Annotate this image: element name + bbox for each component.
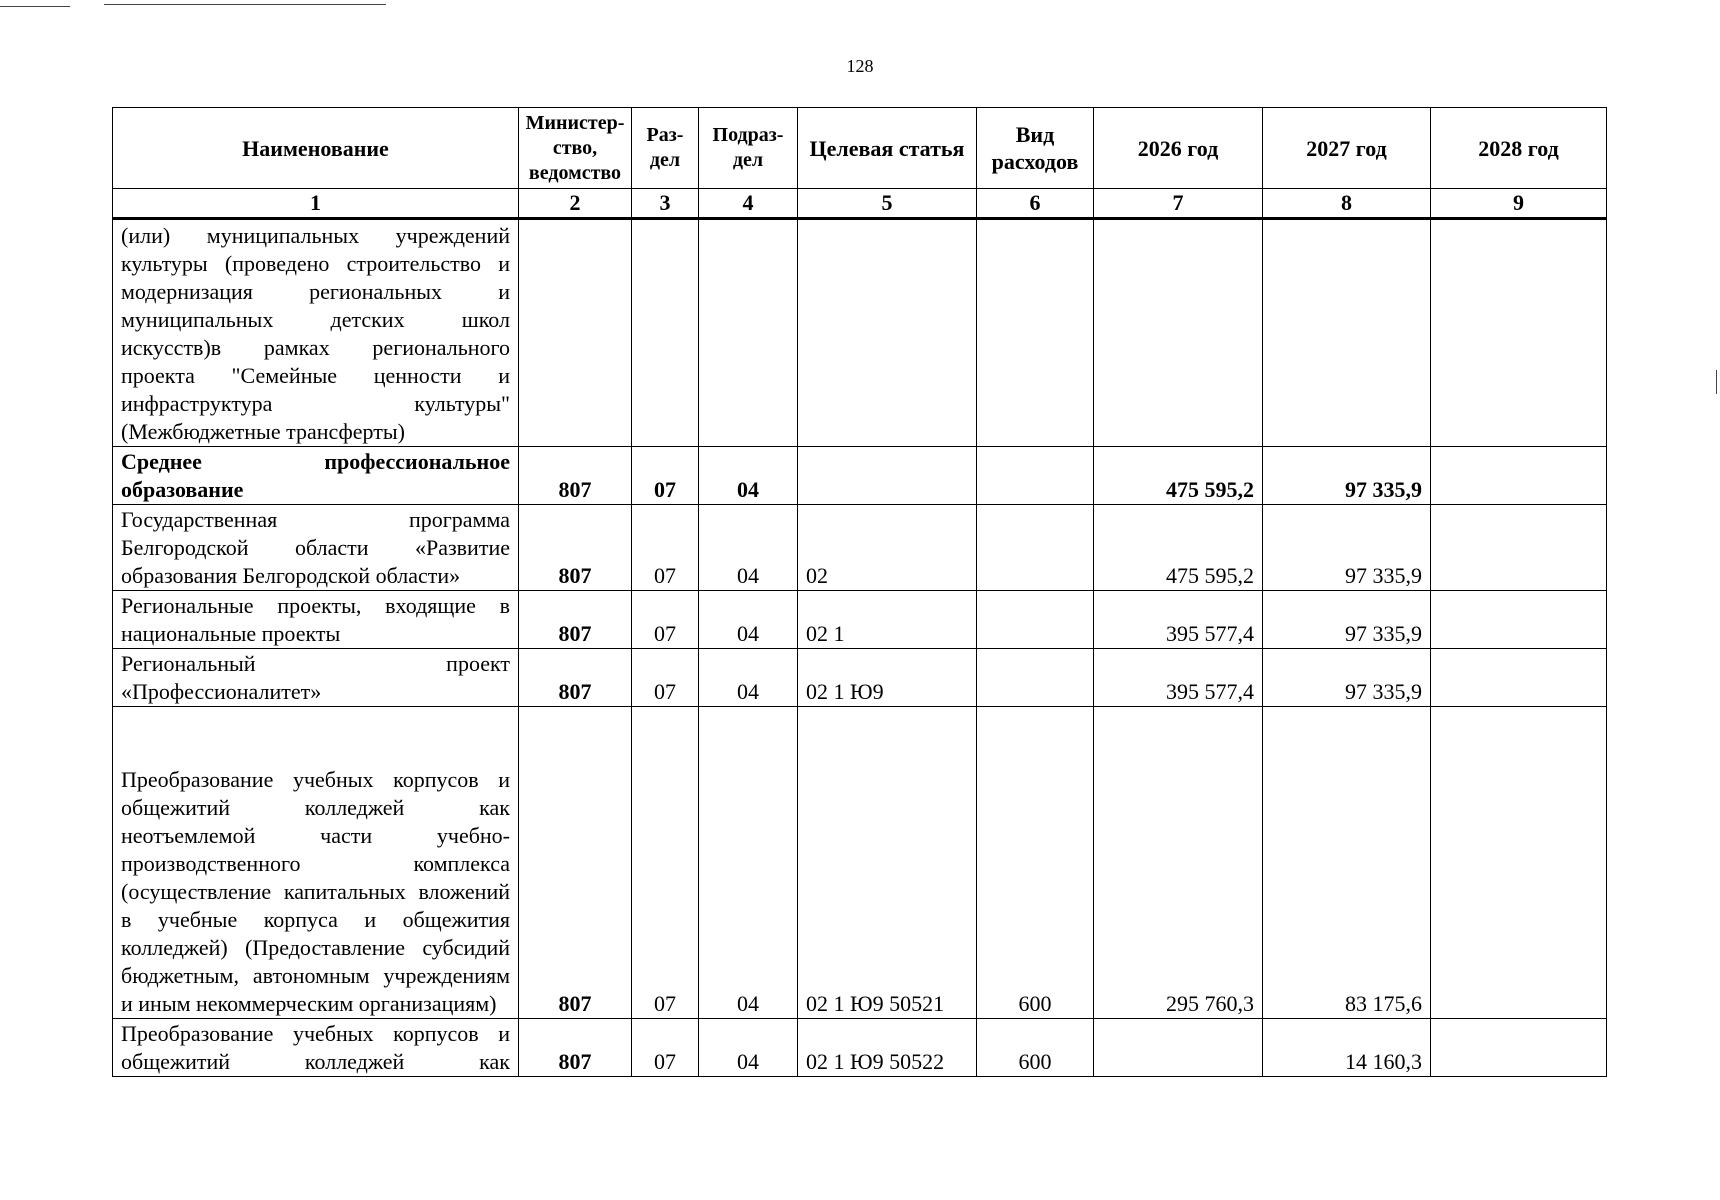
row-subsection: 04 bbox=[699, 505, 798, 591]
row-2028 bbox=[1431, 591, 1607, 649]
row-2026: 395 577,4 bbox=[1094, 649, 1263, 707]
column-number-row bbox=[113, 189, 1607, 219]
row-section: 07 bbox=[632, 707, 699, 1019]
budget-table bbox=[112, 107, 1607, 1077]
row-name: Региональные проекты, входящие в национальные проекты bbox=[113, 591, 519, 649]
scan-artifact bbox=[0, 6, 70, 7]
row-2026: 475 595,2 bbox=[1094, 505, 1263, 591]
row-2028 bbox=[1431, 505, 1607, 591]
row-2027: 97 335,9 bbox=[1263, 447, 1431, 505]
column-number: 5 bbox=[798, 189, 977, 219]
column-number: 1 bbox=[113, 189, 519, 219]
row-section: 07 bbox=[632, 505, 699, 591]
table-row bbox=[113, 591, 1607, 649]
header-expense-type: Вид расходов bbox=[977, 108, 1094, 189]
row-expense-type: 600 bbox=[977, 1019, 1094, 1077]
row-name: Преобразование учебных корпусов и общежитий колледжей как bbox=[113, 1019, 519, 1077]
row-ministry: 807 bbox=[519, 505, 632, 591]
header-2026: 2026 год bbox=[1094, 108, 1263, 189]
row-2026: 475 595,2 bbox=[1094, 447, 1263, 505]
row-2028 bbox=[1431, 707, 1607, 1019]
row-target bbox=[798, 219, 977, 447]
row-target: 02 1 Ю9 50522 bbox=[798, 1019, 977, 1077]
header-row bbox=[113, 108, 1607, 189]
table-row bbox=[113, 505, 1607, 591]
row-2026 bbox=[1094, 219, 1263, 447]
row-expense-type: 600 bbox=[977, 707, 1094, 1019]
row-section: 07 bbox=[632, 649, 699, 707]
column-number: 6 bbox=[977, 189, 1094, 219]
row-ministry: 807 bbox=[519, 649, 632, 707]
column-number: 7 bbox=[1094, 189, 1263, 219]
row-2027: 83 175,6 bbox=[1263, 707, 1431, 1019]
column-number: 3 bbox=[632, 189, 699, 219]
column-number: 4 bbox=[699, 189, 798, 219]
row-target: 02 bbox=[798, 505, 977, 591]
row-subsection bbox=[699, 219, 798, 447]
table-row bbox=[113, 1019, 1607, 1077]
header-section: Раз-дел bbox=[632, 108, 699, 189]
table-row bbox=[113, 707, 1607, 1019]
row-expense-type bbox=[977, 591, 1094, 649]
row-name: Среднее профессиональное образование bbox=[113, 447, 519, 505]
page-number: 128 bbox=[846, 56, 874, 76]
row-2028 bbox=[1431, 219, 1607, 447]
row-subsection: 04 bbox=[699, 447, 798, 505]
row-2028 bbox=[1431, 649, 1607, 707]
row-target: 02 1 Ю9 bbox=[798, 649, 977, 707]
header-name: Наименование bbox=[113, 108, 519, 189]
header-2027: 2027 год bbox=[1263, 108, 1431, 189]
header-ministry: Министер-ство, ведомство bbox=[519, 108, 632, 189]
row-expense-type bbox=[977, 505, 1094, 591]
scan-artifact bbox=[104, 4, 386, 5]
row-2027: 97 335,9 bbox=[1263, 591, 1431, 649]
row-expense-type bbox=[977, 649, 1094, 707]
row-target: 02 1 Ю9 50521 bbox=[798, 707, 977, 1019]
row-section: 07 bbox=[632, 591, 699, 649]
row-target bbox=[798, 447, 977, 505]
row-name: Государственная программа Белгородской области «Развитие образования Белгородской области» bbox=[113, 505, 519, 591]
header-subsection: Подраз-дел bbox=[699, 108, 798, 189]
row-2027: 14 160,3 bbox=[1263, 1019, 1431, 1077]
table-row bbox=[113, 219, 1607, 447]
row-expense-type bbox=[977, 447, 1094, 505]
scan-artifact bbox=[1716, 370, 1717, 394]
row-ministry: 807 bbox=[519, 1019, 632, 1077]
row-section: 07 bbox=[632, 1019, 699, 1077]
row-name: Региональный проект «Профессионалитет» bbox=[113, 649, 519, 707]
table-row bbox=[113, 447, 1607, 505]
row-ministry: 807 bbox=[519, 707, 632, 1019]
row-subsection: 04 bbox=[699, 591, 798, 649]
row-2028 bbox=[1431, 447, 1607, 505]
row-2026 bbox=[1094, 1019, 1263, 1077]
row-2027: 97 335,9 bbox=[1263, 649, 1431, 707]
row-ministry bbox=[519, 219, 632, 447]
row-ministry: 807 bbox=[519, 591, 632, 649]
row-target: 02 1 bbox=[798, 591, 977, 649]
row-section bbox=[632, 219, 699, 447]
row-2028 bbox=[1431, 1019, 1607, 1077]
row-2027: 97 335,9 bbox=[1263, 505, 1431, 591]
row-subsection: 04 bbox=[699, 649, 798, 707]
row-2027 bbox=[1263, 219, 1431, 447]
header-target: Целевая статья bbox=[798, 108, 977, 189]
row-ministry: 807 bbox=[519, 447, 632, 505]
row-subsection: 04 bbox=[699, 1019, 798, 1077]
row-section: 07 bbox=[632, 447, 699, 505]
column-number: 2 bbox=[519, 189, 632, 219]
row-2026: 295 760,3 bbox=[1094, 707, 1263, 1019]
row-expense-type bbox=[977, 219, 1094, 447]
column-number: 8 bbox=[1263, 189, 1431, 219]
row-name: (или) муниципальных учреждений культуры (проведено строительство и модернизация региональных и муниципальных детских школ искусств)в рамках регионального проекта "Семейные ценности и инфраструктура культуры" (Межбюджетные трансферты) bbox=[113, 219, 519, 447]
row-name: Преобразование учебных корпусов и общежитий колледжей как неотъемлемой части учебно-производственного комплекса (осуществление капитальных вложений в учебные корпуса и общежития колледжей) (Предоставление субсидий бюджетным, автономным учреждениям и иным некоммерческим организациям) bbox=[113, 707, 519, 1019]
row-subsection: 04 bbox=[699, 707, 798, 1019]
table-row bbox=[113, 649, 1607, 707]
header-2028: 2028 год bbox=[1431, 108, 1607, 189]
row-2026: 395 577,4 bbox=[1094, 591, 1263, 649]
column-number: 9 bbox=[1431, 189, 1607, 219]
